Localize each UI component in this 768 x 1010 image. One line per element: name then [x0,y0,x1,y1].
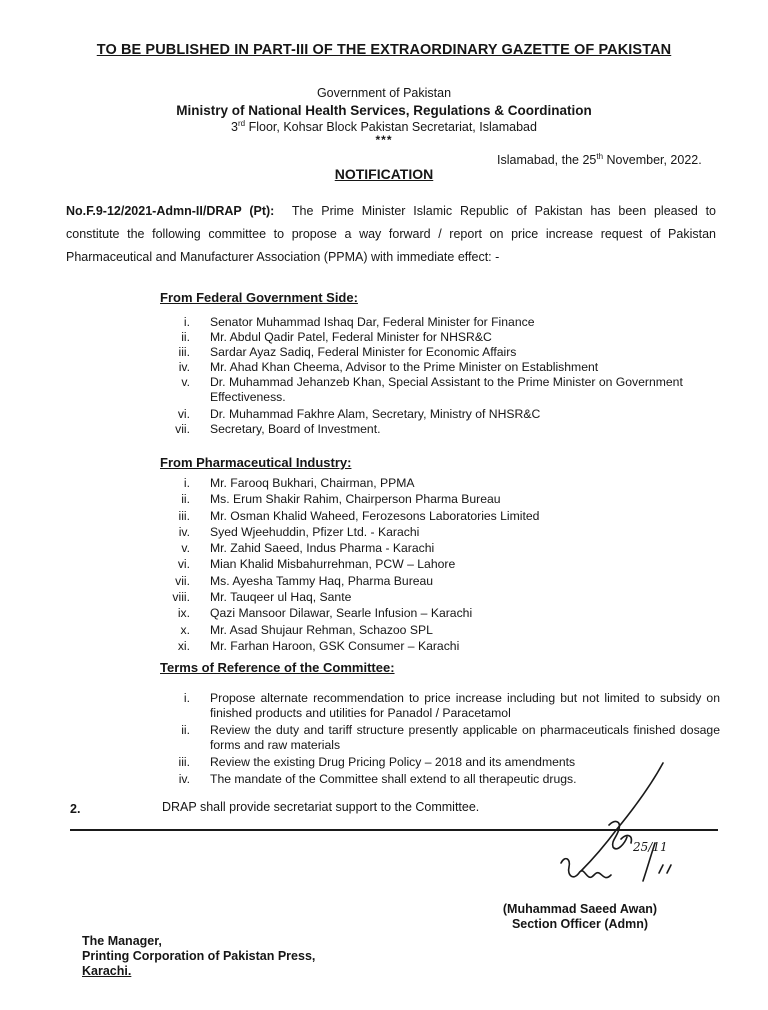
svg-text:25/11: 25/11 [633,840,668,854]
reference-number: No.F.9-12/2021-Admn-II/DRAP (Pt): [66,204,275,218]
tor-heading: Terms of Reference of the Committee: [160,660,395,675]
handwritten-signature [555,755,685,895]
list-item: iii. Review the existing Drug Pricing Policy – 2018 and its amendments [178,755,576,769]
federal-heading: From Federal Government Side: [160,290,358,305]
list-item: iv. Syed Wjeehuddin, Pfizer Ltd. - Karachi [178,524,420,539]
government-line: Government of Pakistan [316,86,452,100]
list-item: iv. Mr. Ahad Khan Cheema, Advisor to the Prime Minister on Establishment [178,360,599,374]
ministry-address: 3rd Floor, Kohsar Block Pakistan Secretariat, Islamabad [231,119,537,135]
list-item: ii. Ms. Erum Shakir Rahim, Chairperson Pharma Bureau [181,492,501,507]
list-item: viii. Mr. Tauqeer ul Haq, Sante [172,590,352,605]
list-item: v. Mr. Zahid Saeed, Indus Pharma - Karachi [181,541,435,556]
list-item: ix. Qazi Mansoor Dilawar, Searle Infusion – Karachi [177,606,473,621]
list-item: i. Senator Muhammad Ishaq Dar, Federal Minister for Finance [183,315,535,329]
paragraph-2: DRAP shall provide secretariat support to the Committee. [162,800,480,814]
dateline: Islamabad, the 25th November, 2022. [497,152,702,168]
addressee-line: Printing Corporation of Pakistan Press, [82,949,316,963]
addressee-city: Karachi. [82,964,132,978]
notification-title: NOTIFICATION [334,166,434,182]
signatory-name: (Muhammad Saeed Awan) [502,902,658,916]
ministry-name: Ministry of National Health Services, Regulations & Coordination [176,103,592,118]
signatory-designation: Section Officer (Admn) [511,917,649,931]
list-item: x. Mr. Asad Shujaur Rehman, Schazoo SPL [180,622,433,637]
list-item: xi. Mr. Farhan Haroon, GSK Consumer – Karachi [177,638,460,653]
list-item: ii. Mr. Abdul Qadir Patel, Federal Minister for NHSR&C [181,330,492,344]
gazette-banner: TO BE PUBLISHED IN PART-III OF THE EXTRAORDINARY GAZETTE OF PAKISTAN [96,42,672,58]
intro-text: The Prime Minister Islamic Republic of Pakistan has been pleased to constitute the following committee to propose a way forward / report on price increase request of Pakistan Pharmaceutical and Manufacturer Association (PPMA) with immediate effect: - [66,204,717,264]
list-item: vii. Ms. Ayesha Tammy Haq, Pharma Bureau [175,573,434,588]
signatory-block [470,902,690,932]
list-item: v. Dr. Muhammad Jehanzeb Khan, Special Assistant to the Prime Minister on Government Effectiveness. [181,375,683,404]
addressee-line: The Manager, [82,934,162,948]
list-item: i. Propose alternate recommendation to price increase including but not limited to subsidy on finished products and utilities for Panadol / Paracetamol [183,691,720,720]
addressee-block [82,934,315,979]
list-item: i. Mr. Farooq Bukhari, Chairman, PPMA [183,476,415,490]
separator-stars: *** [375,133,393,147]
industry-list [160,475,720,654]
list-item: vii. Secretary, Board of Investment. [175,422,381,436]
list-item: vi. Mian Khalid Misbahurrehman, PCW – Lahore [177,557,456,572]
list-item: vi. Dr. Muhammad Fakhre Alam, Secretary, Ministry of NHSR&C [177,407,541,421]
list-item: iii. Mr. Osman Khalid Waheed, Ferozesons Laboratories Limited [178,508,540,523]
paragraph-number: 2. [70,802,81,816]
list-item: iv. The mandate of the Committee shall extend to all therapeutic drugs. [178,772,577,786]
list-item: iii. Sardar Ayaz Sadiq, Federal Minister for Economic Affairs [178,345,517,359]
federal-list [160,315,720,437]
list-item: ii. Review the duty and tariff structure presently applicable on pharmaceuticals finished dosage forms and raw materials [181,723,720,752]
intro-paragraph [66,200,716,269]
industry-heading: From Pharmaceutical Industry: [160,455,352,470]
